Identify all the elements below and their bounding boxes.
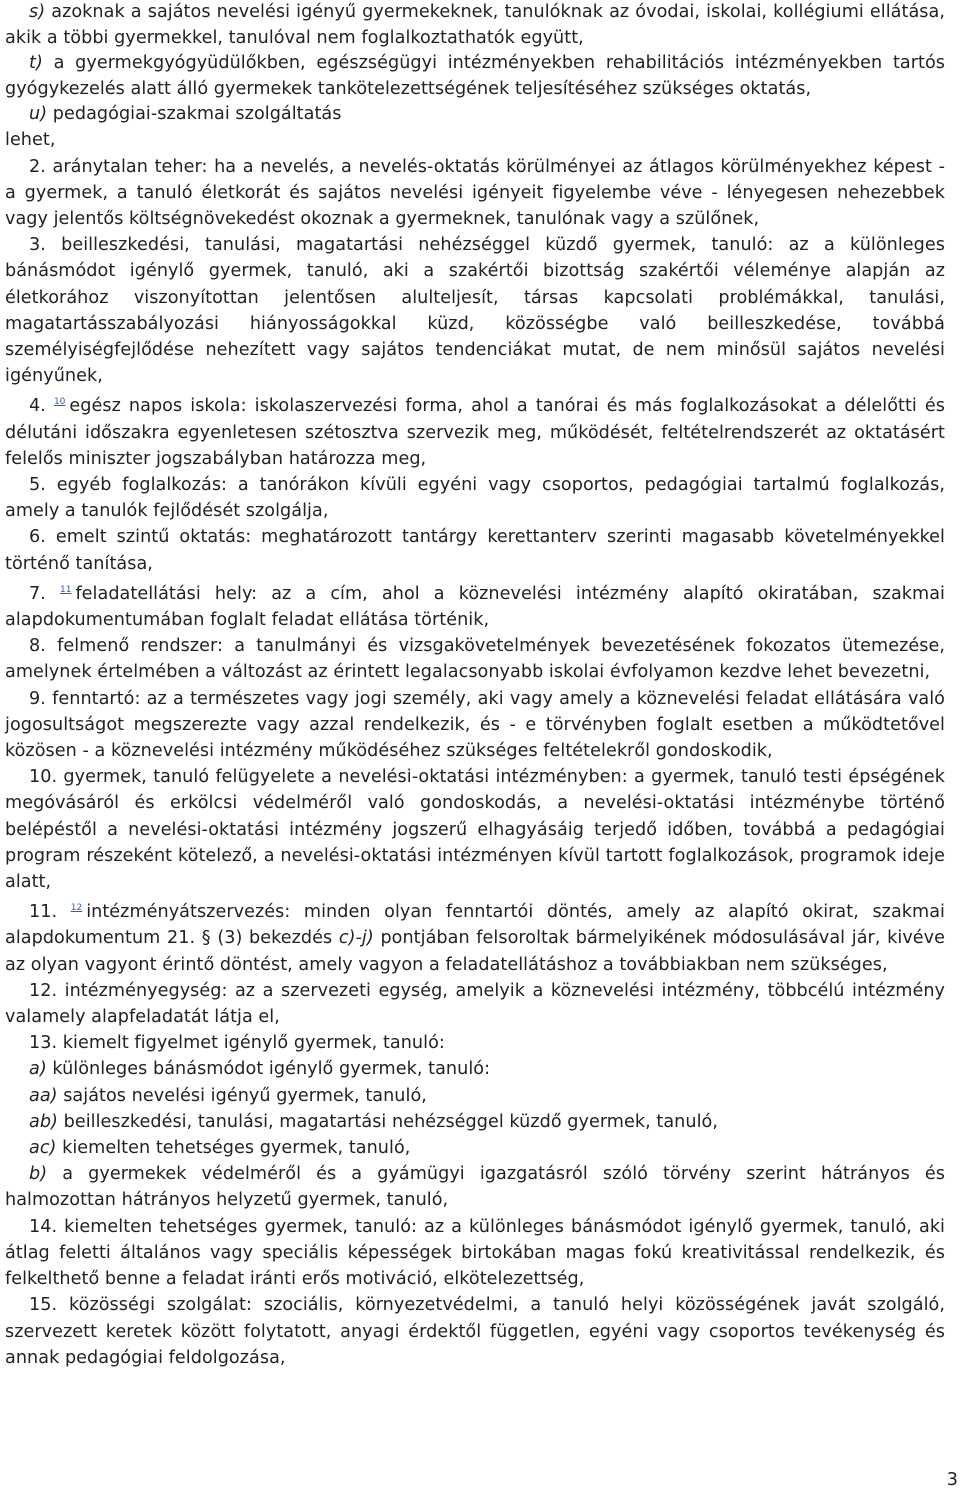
paragraph-text: azoknak a sajátos nevelési igényű gyermekeknek, tanulóknak az óvodai, iskolai, kollégiumi ellátása, akik a többi gyermekkel, tanulóval nem foglalkoztathatók együtt, — [5, 2, 945, 48]
paragraph-d5 — [5, 472, 945, 524]
paragraph-text: 15. közösségi szolgálat: szociális, környezetvédelmi, a tanuló helyi közösségének javát szolgáló, szervezett keretek között folytatott, anyagi érdektől független, egyéni vagy csoportos tevékenység és annak pedagógiai feldolgozása, — [5, 1295, 945, 1368]
paragraph-d12 — [5, 978, 945, 1030]
item-marker: s) — [29, 2, 46, 22]
paragraph-d3 — [5, 232, 945, 389]
paragraph-text: 8. felmenő rendszer: a tanulmányi és vizsgakövetelmények bevezetésének fokozatos ütemezése, amelynek értelmében a változást az érintett legalacsonyabb iskolai évfolyamon kezdve lehet bevezetni, — [5, 636, 945, 683]
paragraph-s — [5, 0, 945, 51]
paragraph-text: a gyermekgyógyüdülőkben, egészségügyi intézményekben rehabilitációs intézményekben tartós gyógykezelés alatt álló gyermekek tankötelezettségének teljesítéséhez szükséges oktatás, — [5, 53, 945, 99]
paragraph-text: egész napos iskola: iskolaszervezési forma, ahol a tanórai és más foglalkozásokat a délelőtti és délutáni időszakra egyenletesen szétosztva szervezik meg, működését, feltételrendszerét az oktatásért felelős miniszter jogszabályban határozza meg, — [5, 396, 945, 469]
paragraph-text-tail: pontjában felsoroltak bármelyikének módosulásával jár, kivéve az olyan vagyont érintő döntést, amely vagyon a feladatellátáshoz a továbbiakban nem szükséges, — [5, 928, 945, 975]
item-marker: b) — [29, 1164, 48, 1185]
paragraph-text: feladatellátási hely: az a cím, ahol a köznevelési intézmény alapító okiratában, szakmai alapdokumentumában foglalt feladat ellátása történik, — [5, 583, 945, 631]
item-marker: t) — [29, 53, 43, 74]
footnote-link[interactable]: 12 — [70, 903, 83, 914]
item-marker: ac) — [29, 1138, 57, 1159]
paragraph-d13b — [5, 1161, 945, 1213]
paragraph-d13a — [5, 1056, 945, 1082]
paragraph-text: pedagógiai-szakmai szolgáltatás — [47, 104, 342, 125]
paragraph-text: különleges bánásmódot igénylő gyermek, tanuló: — [46, 1059, 491, 1080]
paragraph-text: a gyermekek védelméről és a gyámügyi igazgatásról szóló törvény szerint hátrányos és halmozottan hátrányos helyzetű gyermek, tanuló, — [5, 1164, 945, 1211]
page-number: 3 — [946, 1470, 958, 1490]
item-number: 7. — [29, 583, 46, 604]
item-marker: ab) — [29, 1111, 58, 1132]
footnote-link[interactable]: 11 — [59, 584, 72, 595]
paragraph-d4 — [5, 389, 945, 472]
paragraph-d13ab — [5, 1109, 945, 1135]
footnote-link[interactable]: 10 — [53, 397, 66, 408]
paragraph-text: 2. aránytalan teher: ha a nevelés, a nevelés-oktatás körülményei az átlagos körülményekhez képest - a gyermek, a tanuló életkorát és sajátos nevelési igényeit figyelembe véve - lényegesen nehezebbek vagy jelentős költségnövekedést okoznak a gyermeknek, tanulónak vagy a szülőnek, — [5, 156, 945, 229]
paragraph-d13ac — [5, 1135, 945, 1161]
item-number: 4. — [29, 396, 46, 417]
document-page — [5, 0, 945, 1371]
paragraph-text: 14. kiemelten tehetséges gyermek, tanuló: az a különleges bánásmódot igénylő gyermek, tanuló, aki átlag feletti általános vagy speciális képességek birtokában magas fokú kreativitással rendelkezik, és felkelthető benne a feladat iránti erős motiváció, elkötelezettség, — [5, 1216, 945, 1290]
paragraph-text: 12. intézményegység: az a szervezeti egység, amelyik a köznevelési intézmény, többcélú intézmény valamely alapfeladatát látja el, — [5, 980, 945, 1028]
paragraph-text: 13. kiemelt figyelmet igénylő gyermek, tanuló: — [29, 1033, 445, 1054]
paragraph-d6 — [5, 524, 945, 576]
paragraph-d15 — [5, 1292, 945, 1371]
paragraph-text: beilleszkedési, tanulási, magatartási nehézséggel küzdő gyermek, tanuló, — [57, 1111, 718, 1132]
paragraph-lehet — [5, 128, 945, 154]
paragraph-text: 6. emelt szintű oktatás: meghatározott tantárgy kerettanterv szerinti magasabb követelményekkel történő tanítása, — [5, 527, 945, 574]
paragraph-d7 — [5, 577, 945, 633]
item-marker: u) — [29, 104, 48, 125]
paragraph-d10 — [5, 764, 945, 895]
paragraph-d13aa — [5, 1083, 945, 1109]
paragraph-text: intézményátszervezés: minden olyan fenntartói döntés, amely az alapító okirat, szakmai alapdokumentum 21. § (3) bekezdés — [5, 902, 945, 949]
italic-reference: c)-j) — [338, 928, 374, 949]
paragraph-d13 — [5, 1030, 945, 1056]
paragraph-d14 — [5, 1214, 945, 1293]
paragraph-d8 — [5, 633, 945, 685]
item-marker: a) — [29, 1059, 47, 1080]
paragraph-text: 9. fenntartó: az a természetes vagy jogi személy, aki vagy amely a köznevelési feladat ellátására való jogosultságot megszerezte vagy azzal rendelkezik, és - e törvényben foglalt esetben a működtetővel közösen - a köznevelési intézmény működéséhez szükséges feltételekről gondoskodik, — [5, 688, 945, 762]
paragraph-d2 — [5, 154, 945, 233]
paragraph-text: kiemelten tehetséges gyermek, tanuló, — [56, 1138, 411, 1159]
paragraph-d11 — [5, 895, 945, 978]
paragraph-u — [5, 102, 945, 128]
paragraph-text: 5. egyéb foglalkozás: a tanórákon kívüli egyéni vagy csoportos, pedagógiai tartalmú foglalkozás, amely a tanulók fejlődését szolgálja, — [5, 475, 945, 522]
paragraph-text: 3. beilleszkedési, tanulási, magatartási nehézséggel küzdő gyermek, tanuló: az a különleges bánásmódot igénylő gyermek, tanuló, aki a szakértői bizottság szakértői véleménye alapján az életkorához viszonyítottan jelentősen alulteljesít, társas kapcsolati problémákkal, tanulási, magatartásszabályozási hiányosságokkal küzd, közösségbe való beilleszkedése, továbbá személyiségfejlődése nehezített vagy sajátos tendenciákat mutat, de nem minősül sajátos nevelési igényűnek, — [5, 235, 945, 387]
paragraph-text: sajátos nevelési igényű gyermek, tanuló, — [57, 1085, 427, 1106]
paragraph-text: 10. gyermek, tanuló felügyelete a nevelési-oktatási intézményben: a gyermek, tanuló testi épségének megóvásáról és erkölcsi védelméről való gondoskodás, a nevelési-oktatási intézménybe történő belépéstől a nevelési-oktatási intézmény jogszerű elhagyásáig terjedő időben, továbbá a pedagógiai program részeként kötelező, a nevelési-oktatási intézményen kívül tartott foglalkozások, programok ideje alatt, — [5, 767, 945, 893]
paragraph-d9 — [5, 686, 945, 765]
paragraph-text: lehet, — [5, 129, 56, 150]
item-number: 11. — [29, 902, 58, 923]
item-marker: aa) — [29, 1085, 58, 1106]
paragraph-t — [5, 51, 945, 102]
